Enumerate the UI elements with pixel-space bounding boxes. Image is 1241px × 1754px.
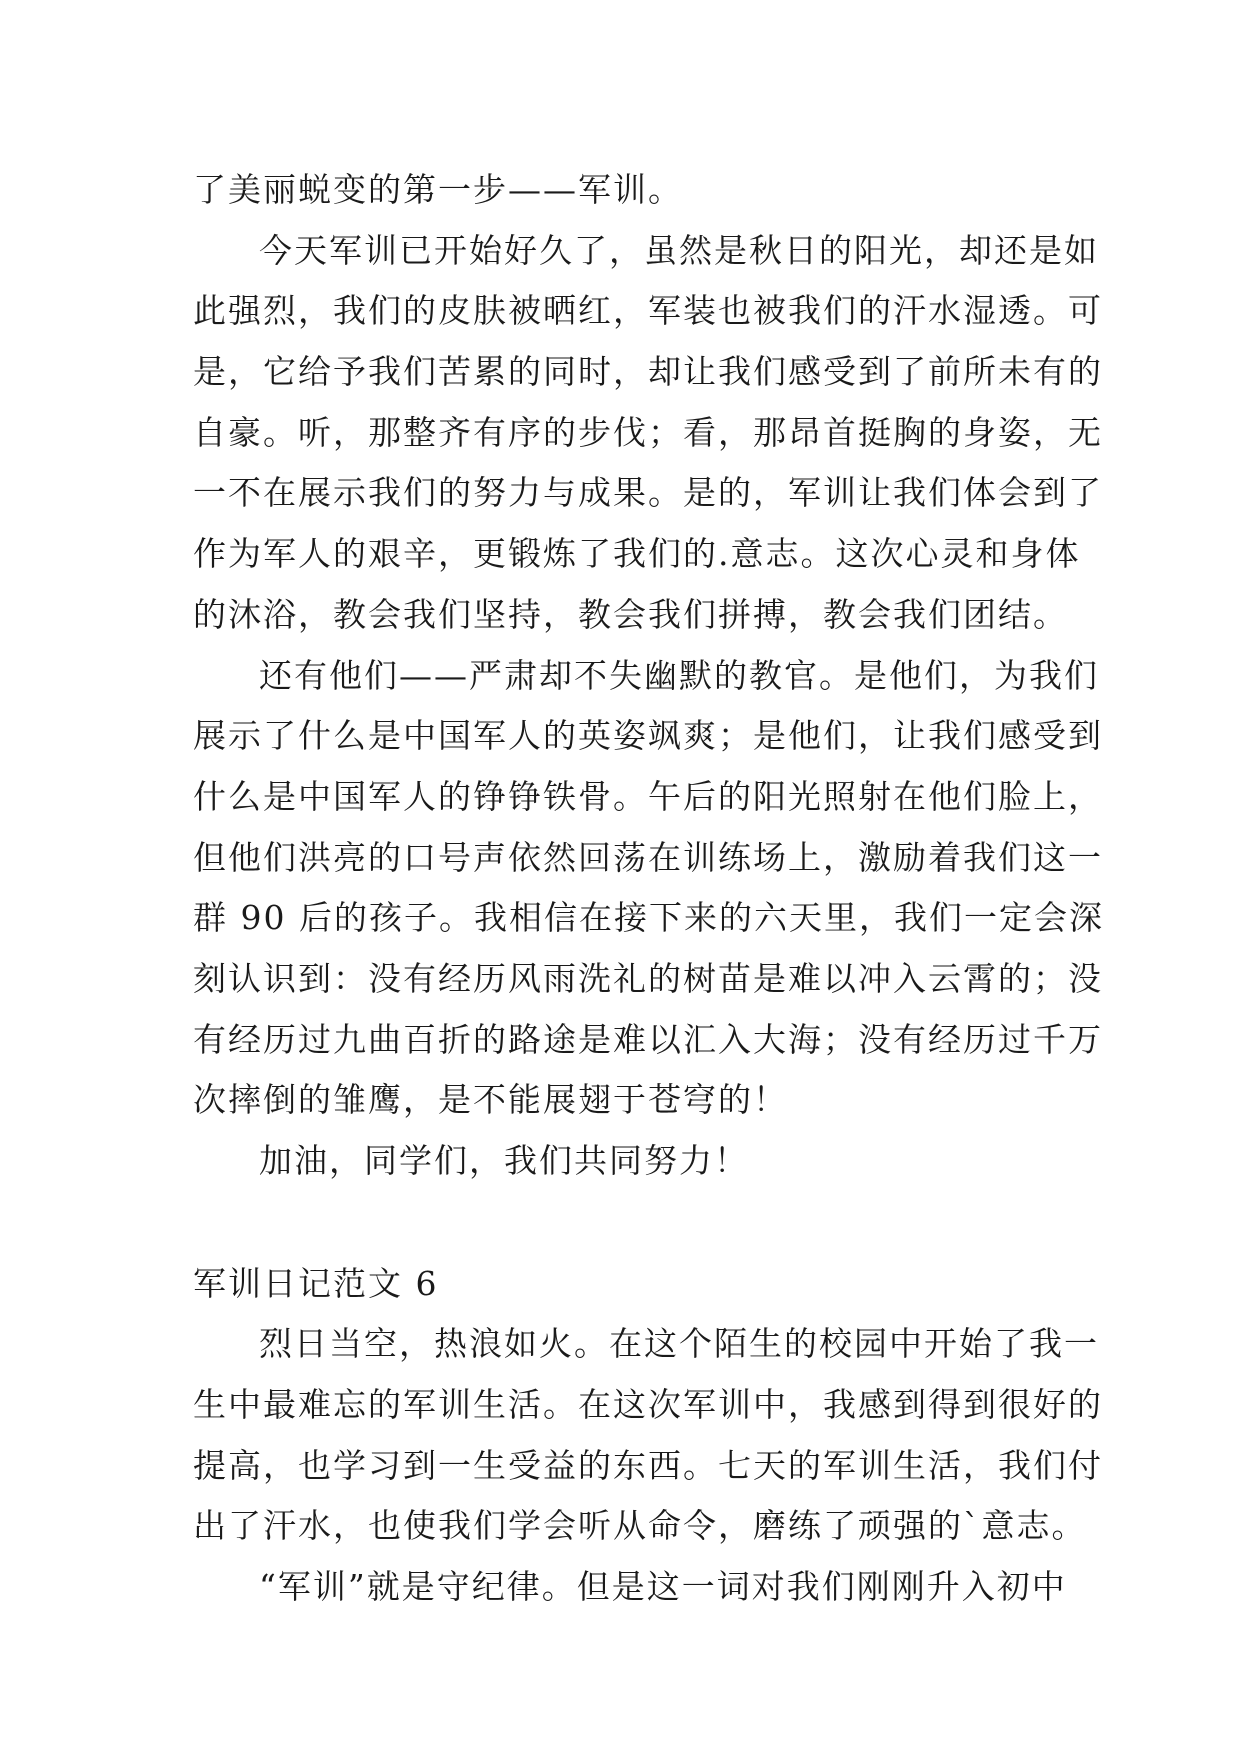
text-line: 提高，也学习到一生受益的东西。七天的军训生活，我们付 <box>193 1445 1103 1485</box>
text-line: 有经历过九曲百折的路途是难以汇入大海；没有经历过千万 <box>193 1019 1103 1059</box>
text-line: 此强烈，我们的皮肤被晒红，军装也被我们的汗水湿透。可 <box>193 291 1103 331</box>
text-line: 次摔倒的雏鹰，是不能展翅于苍穹的！ <box>193 1080 788 1120</box>
article-body <box>193 160 1104 1618</box>
text-line: 是，它给予我们苦累的同时，却让我们感受到了前所未有的 <box>193 352 1103 392</box>
paragraph-first-line: “军训”就是守纪律。但是这一词对我们刚刚升入初中 <box>259 1567 1067 1607</box>
text-line: 一不在展示我们的努力与成果。是的，军训让我们体会到了 <box>193 473 1103 513</box>
text-line: 作为军人的艰辛，更锻炼了我们的.意志。这次心灵和身体 <box>193 534 1081 574</box>
paragraph-first-line: 今天军训已开始好久了，虽然是秋日的阳光，却还是如 <box>259 230 1099 270</box>
paragraph-first-line: 加油，同学们，我们共同努力！ <box>259 1141 749 1180</box>
text-line: 刻认识到：没有经历风雨洗礼的树苗是难以冲入云霄的；没 <box>193 958 1103 998</box>
text-line: 但他们洪亮的口号声依然回荡在训练场上，激励着我们这一 <box>193 837 1103 877</box>
text-line: 自豪。听，那整齐有序的步伐；看，那昂首挺胸的身姿，无 <box>193 412 1103 452</box>
text-line: 什么是中国军人的铮铮铁骨。午后的阳光照射在他们脸上， <box>193 776 1103 816</box>
paragraph-first-line: 烈日当空，热浪如火。在这个陌生的校园中开始了我一 <box>259 1324 1099 1364</box>
section-heading: 军训日记范文 6 <box>193 1263 439 1303</box>
text-line: 生中最难忘的军训生活。在这次军训中，我感到得到很好的 <box>193 1385 1103 1425</box>
text-line: 展示了什么是中国军人的英姿飒爽；是他们，让我们感受到 <box>193 716 1103 756</box>
text-line: 了美丽蜕变的第一步——军训。 <box>193 170 683 209</box>
text-line: 出了汗水，也使我们学会听从命令，磨练了顽强的`意志。 <box>193 1506 1087 1546</box>
text-line: 的沐浴，教会我们坚持，教会我们拼搏，教会我们团结。 <box>193 594 1068 634</box>
text-line: 群 90 后的孩子。我相信在接下来的六天里，我们一定会深 <box>193 898 1104 938</box>
section-gap <box>193 1192 1073 1254</box>
paragraph-first-line: 还有他们——严肃却不失幽默的教官。是他们，为我们 <box>259 655 1099 695</box>
